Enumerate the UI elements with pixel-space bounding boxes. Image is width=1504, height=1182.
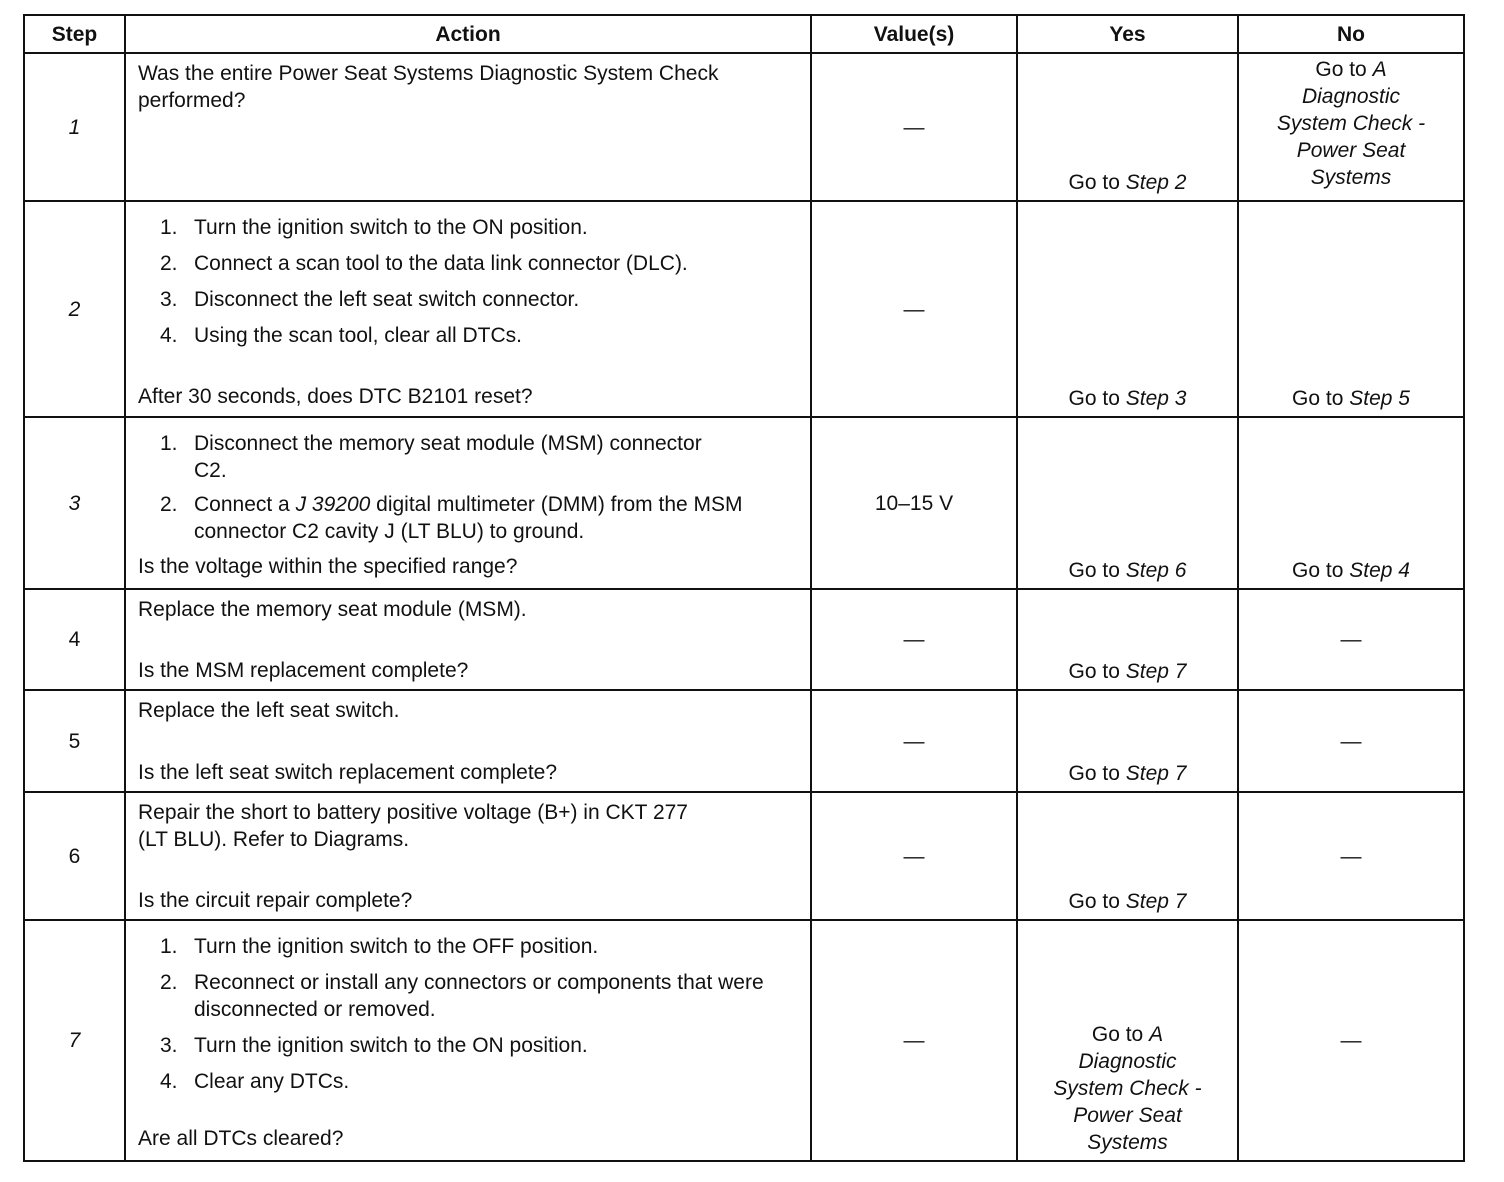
header-yes: Yes — [1017, 15, 1238, 53]
table-row-step-7 — [24, 920, 1464, 1161]
action-question: Are all DTCs cleared? — [138, 1127, 344, 1150]
list-item: 1. Turn the ignition switch to the OFF position. — [160, 935, 599, 958]
yes-cell — [1017, 792, 1238, 920]
table-row-step-3 — [24, 417, 1464, 589]
list-item: 4. Using the scan tool, clear all DTCs. — [160, 324, 522, 347]
goto-target: Step 2 — [1125, 171, 1187, 194]
goto-target: Step 4 — [1349, 559, 1410, 582]
list-item: 3. Turn the ignition switch to the ON position. — [160, 1034, 588, 1057]
header-values: Value(s) — [811, 15, 1017, 53]
goto-target-line: Power Seat — [1296, 139, 1406, 162]
action-cell — [125, 201, 811, 417]
goto-label: Go to — [1068, 890, 1120, 913]
goto-target-line: System Check - — [1276, 112, 1426, 135]
action-steps-list — [138, 214, 798, 358]
no-cell — [1238, 201, 1464, 417]
step-number: 1 — [24, 53, 125, 201]
no-cell — [1238, 417, 1464, 589]
goto-label: Go to — [1315, 58, 1367, 81]
goto-target-line: Diagnostic — [1078, 1050, 1177, 1073]
action-cell — [125, 920, 811, 1161]
header-no: No — [1238, 15, 1464, 53]
no-cell: — — [1238, 792, 1464, 920]
goto-target: Step 7 — [1125, 762, 1187, 785]
goto-target-line: Systems — [1310, 166, 1392, 189]
action-steps-list — [138, 933, 798, 1104]
goto-target-line: Systems — [1087, 1131, 1168, 1154]
action-text: Repair the short to battery positive voltage (B+) in CKT 277 (LT BLU). Refer to Diagrams. — [138, 801, 688, 851]
no-cell: — — [1238, 920, 1464, 1161]
goto-target: Step 5 — [1349, 387, 1410, 410]
action-question: Is the left seat switch replacement complete? — [138, 761, 558, 784]
list-item: 2. Reconnect or install any connectors or components that were disconnected or removed. — [160, 971, 764, 1021]
action-cell — [125, 417, 811, 589]
goto-target-line: System Check - — [1053, 1077, 1202, 1100]
no-cell — [1238, 53, 1464, 201]
yes-cell — [1017, 53, 1238, 201]
step-number: 2 — [24, 201, 125, 417]
goto-target: Step 6 — [1125, 559, 1187, 582]
goto-label: Go to — [1068, 171, 1120, 194]
value-cell: — — [811, 690, 1017, 792]
goto-label: Go to — [1292, 387, 1344, 410]
goto-label: Go to — [1068, 387, 1120, 410]
step-number: 5 — [24, 690, 125, 792]
header-action: Action — [125, 15, 811, 53]
action-cell — [125, 690, 811, 792]
value-cell: 10–15 V — [811, 417, 1017, 589]
table-row-step-5 — [24, 690, 1464, 792]
action-question: Is the MSM replacement complete? — [138, 659, 469, 682]
goto-target: Step 7 — [1125, 660, 1187, 683]
action-question: Is the voltage within the specified range? — [138, 555, 518, 578]
action-cell — [125, 589, 811, 690]
action-cell — [125, 53, 811, 201]
value-cell: — — [811, 920, 1017, 1161]
goto-label: Go to — [1091, 1023, 1144, 1046]
step-number: 3 — [24, 417, 125, 589]
goto-target-line: Diagnostic — [1301, 85, 1401, 108]
value-cell: — — [811, 201, 1017, 417]
goto-label: Go to — [1068, 660, 1120, 683]
goto-target-line: A — [1372, 58, 1387, 81]
goto-target: Step 7 — [1125, 890, 1187, 913]
list-item: 2. Connect a J 39200 digital multimeter (DMM) from the MSM connector C2 cavity J (LT BLU) to ground. — [160, 493, 743, 543]
goto-label: Go to — [1068, 762, 1120, 785]
action-text: Replace the memory seat module (MSM). — [138, 598, 527, 621]
yes-cell — [1017, 201, 1238, 417]
action-question: After 30 seconds, does DTC B2101 reset? — [138, 385, 533, 408]
list-item: 2. Connect a scan tool to the data link connector (DLC). — [160, 252, 688, 275]
list-item: 4. Clear any DTCs. — [160, 1070, 350, 1093]
list-item: 1. Disconnect the memory seat module (MSM) connector C2. — [160, 432, 702, 482]
yes-cell — [1017, 417, 1238, 589]
yes-cell — [1017, 589, 1238, 690]
goto-label: Go to — [1292, 559, 1344, 582]
tool-name: J 39200 — [295, 493, 371, 516]
table-row-step-4 — [24, 589, 1464, 690]
list-item: 3. Disconnect the left seat switch connector. — [160, 288, 580, 311]
goto-target: Step 3 — [1125, 387, 1187, 410]
yes-cell — [1017, 690, 1238, 792]
step-number: 6 — [24, 792, 125, 920]
table-row-step-2 — [24, 201, 1464, 417]
goto-target-line: A — [1149, 1023, 1164, 1046]
no-cell: — — [1238, 690, 1464, 792]
value-cell: — — [811, 792, 1017, 920]
header-step: Step — [24, 15, 125, 53]
value-cell: — — [811, 53, 1017, 201]
yes-cell — [1017, 920, 1238, 1161]
action-text: Replace the left seat switch. — [138, 699, 400, 722]
diagnostic-table — [23, 14, 1465, 1162]
action-steps-list — [138, 430, 798, 545]
action-text: Was the entire Power Seat Systems Diagnostic System Check performed? — [138, 62, 719, 112]
step-number: 7 — [24, 920, 125, 1161]
goto-target-line: Power Seat — [1073, 1104, 1182, 1127]
no-cell: — — [1238, 589, 1464, 690]
header-row — [24, 15, 1464, 53]
goto-label: Go to — [1068, 559, 1120, 582]
table-row-step-6 — [24, 792, 1464, 920]
action-question: Is the circuit repair complete? — [138, 889, 413, 912]
table-row-step-1 — [24, 53, 1464, 201]
list-item: 1. Turn the ignition switch to the ON position. — [160, 216, 588, 239]
step-number: 4 — [24, 589, 125, 690]
action-cell — [125, 792, 811, 920]
value-cell: — — [811, 589, 1017, 690]
